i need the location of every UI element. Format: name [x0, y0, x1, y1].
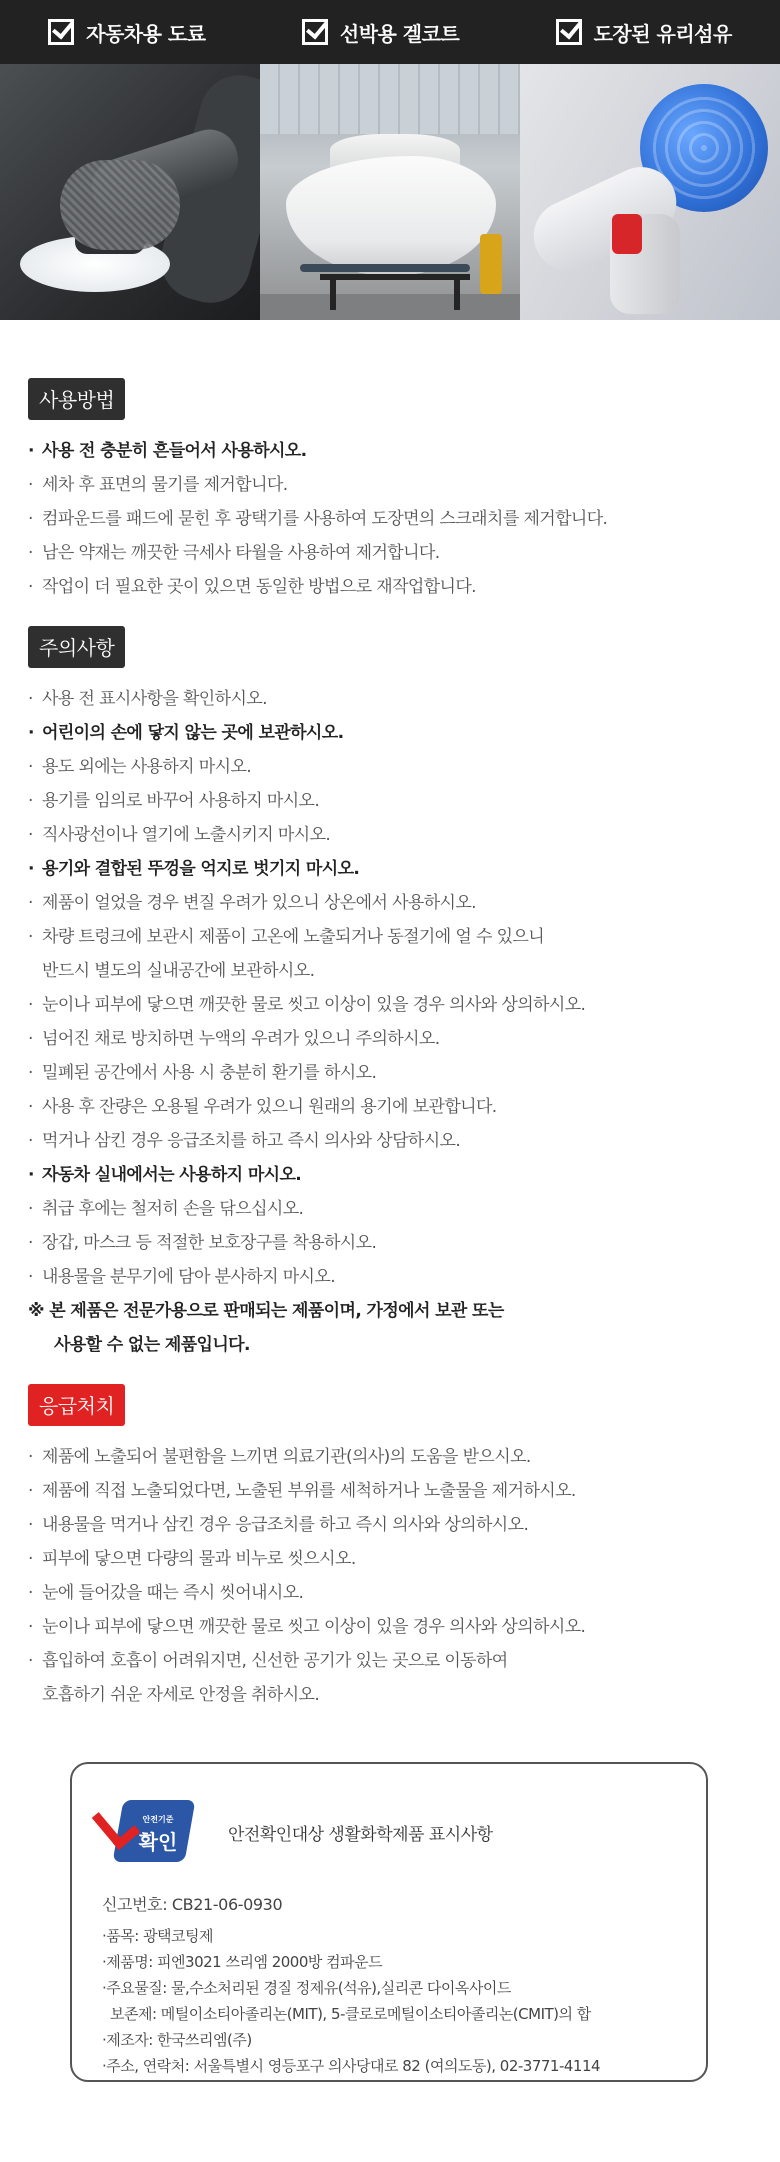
bullet-dot: ·: [28, 689, 33, 709]
bullet-dot: ·: [28, 927, 33, 947]
first-aid-item: [28, 1440, 746, 1474]
bullet-dot: ·: [28, 1165, 34, 1185]
list-item-text: 어린이의 손에 닿지 않는 곳에 보관하시오.: [42, 723, 344, 743]
bullet-dot: ·: [28, 441, 34, 461]
section-title-caution: 주의사항: [28, 626, 125, 668]
usage-item: [28, 536, 746, 570]
first-aid-item: [28, 1576, 746, 1610]
list-item-text: 보존제: 메틸이소티아졸리논(MIT), 5-클로로메틸이소티아졸리논(CMIT)의 합: [110, 2005, 591, 2023]
list-item-text: ·품목: 광택코팅제: [102, 1927, 214, 1945]
list-item-text: 눈이나 피부에 닿으면 깨끗한 물로 씻고 이상이 있을 경우 의사와 상의하시오.: [42, 1617, 586, 1637]
list-item-text: 호흡하기 쉬운 자세로 안정을 취하시오.: [42, 1685, 320, 1705]
feature-label: 자동차용 도료: [86, 21, 206, 46]
caution-item: [28, 1124, 746, 1158]
bullet-dot: ·: [28, 1267, 33, 1287]
list-item-text: 제품이 얼었을 경우 변질 우려가 있으니 상온에서 사용하시오.: [42, 893, 476, 913]
feature-marine-gelcoat: [302, 18, 459, 47]
list-item-text: 사용 전 표시사항을 확인하시오.: [42, 689, 267, 709]
list-item-text: 남은 약재는 깨끗한 극세사 타월을 사용하여 제거합니다.: [42, 543, 440, 563]
caution-item: [28, 886, 746, 920]
list-item-text: 피부에 닿으면 다량의 물과 비누로 씻으시오.: [42, 1549, 356, 1569]
list-item-text: ·주소, 연락처: 서울특별시 영등포구 의사당대로 82 (여의도동), 02-3771-4114: [102, 2057, 601, 2075]
caution-item: [28, 1192, 746, 1226]
usage-item: [28, 502, 746, 536]
caution-item: [28, 784, 746, 818]
checkbox-icon: [302, 19, 328, 45]
list-item-text: 취급 후에는 철저히 손을 닦으십시오.: [42, 1199, 304, 1219]
bullet-dot: ·: [28, 1097, 33, 1117]
caution-item: [28, 852, 746, 886]
list-item-text: 내용물을 먹거나 삼킨 경우 응급조치를 하고 즉시 의사와 상의하시오.: [42, 1515, 529, 1535]
bullet-dot: ·: [28, 1199, 33, 1219]
bullet-dot: ·: [28, 543, 33, 563]
bullet-dot: ·: [28, 723, 34, 743]
bullet-dot: ·: [28, 1029, 33, 1049]
safety-label-card: [70, 1762, 708, 2082]
caution-item: [28, 1260, 746, 1294]
feature-label: 도장된 유리섬유: [593, 21, 732, 46]
list-item-text: 용기와 결합된 뚜껑을 억지로 벗기지 마시오.: [42, 859, 360, 879]
bullet-dot: ·: [28, 1515, 33, 1535]
usage-item: [28, 434, 746, 468]
bullet-dot: ·: [28, 1063, 33, 1083]
section-title-usage: 사용방법: [28, 378, 125, 420]
list-item-text: 용기를 임의로 바꾸어 사용하지 마시오.: [42, 791, 320, 811]
boat-hull-photo: [260, 64, 520, 320]
bullet-dot: ·: [28, 475, 33, 495]
first-aid-item: [28, 1474, 746, 1508]
report-number: 신고번호: CB21-06-0930: [102, 1895, 283, 1914]
caution-item: [28, 750, 746, 784]
fiberglass-polishing-photo: [520, 64, 780, 320]
list-item-text: ·제품명: 피엔3021 쓰리엠 2000방 컴파운드: [102, 1953, 383, 1971]
caution-item: [28, 954, 746, 988]
bullet-dot: ·: [28, 791, 33, 811]
bullet-dot: ·: [28, 1549, 33, 1569]
badge-small-text: 안전기준: [142, 1815, 174, 1824]
bullet-dot: ·: [28, 893, 33, 913]
bullet-dot: ·: [28, 1233, 33, 1253]
first-aid-item: [28, 1542, 746, 1576]
bullet-dot: ·: [28, 509, 33, 529]
caution-item: [28, 988, 746, 1022]
bullet-dot: ·: [28, 1481, 33, 1501]
list-item-text: 흡입하여 호흡이 어려워지면, 신선한 공기가 있는 곳으로 이동하여: [42, 1651, 508, 1671]
caution-item: [28, 920, 746, 954]
usage-item: [28, 468, 746, 502]
checkbox-icon: [48, 19, 74, 45]
first-aid-item: [28, 1678, 746, 1712]
first-aid-item: [28, 1508, 746, 1542]
card-info-item: [102, 1975, 676, 2001]
first-aid-item: [28, 1610, 746, 1644]
caution-item: [28, 1158, 746, 1192]
section-title-first-aid: 응급처치: [28, 1384, 125, 1426]
content: [0, 320, 780, 2082]
bullet-dot: ·: [28, 1651, 33, 1671]
list-item-text: 세차 후 표면의 물기를 제거합니다.: [42, 475, 288, 495]
professional-use-notice-cont: 사용할 수 없는 제품입니다.: [54, 1335, 250, 1355]
feature-label: 선박용 겔코트: [339, 21, 460, 46]
polishing-machine-photo: [0, 64, 260, 320]
caution-item: [28, 1056, 746, 1090]
bullet-dot: ·: [28, 577, 33, 597]
list-item-text: 컴파운드를 패드에 묻힌 후 광택기를 사용하여 도장면의 스크래치를 제거합니다.: [42, 509, 608, 529]
list-item-text: ·제조자: 한국쓰리엠(주): [102, 2031, 252, 2049]
list-item-text: 눈이나 피부에 닿으면 깨끗한 물로 씻고 이상이 있을 경우 의사와 상의하시오.: [42, 995, 586, 1015]
first-aid-item: [28, 1644, 746, 1678]
list-item-text: 제품에 노출되어 불편함을 느끼면 의료기관(의사)의 도움을 받으시오.: [42, 1447, 531, 1467]
card-info-item: [102, 1923, 676, 1949]
first-aid-section: [28, 1384, 746, 1712]
usage-list: [28, 434, 746, 604]
card-info-item: [102, 1949, 676, 1975]
caution-item: [28, 1090, 746, 1124]
caution-item: [28, 716, 746, 750]
caution-item: [28, 1226, 746, 1260]
list-item-text: 차량 트렁크에 보관시 제품이 고온에 노출되거나 동절기에 얼 수 있으니: [42, 927, 545, 947]
feature-bar: [0, 0, 780, 64]
list-item-text: 직사광선이나 열기에 노출시키지 마시오.: [42, 825, 331, 845]
bullet-dot: ·: [28, 825, 33, 845]
bullet-dot: ·: [28, 1617, 33, 1637]
list-item-text: 밀폐된 공간에서 사용 시 충분히 환기를 하시오.: [42, 1063, 377, 1083]
checkbox-icon: [556, 19, 582, 45]
list-item-text: 장갑, 마스크 등 적절한 보호장구를 착용하시오.: [42, 1233, 377, 1253]
card-header: [102, 1790, 676, 1874]
list-item-text: 제품에 직접 노출되었다면, 노출된 부위를 세척하거나 노출물을 제거하시오.: [42, 1481, 576, 1501]
list-item-text: ·주요물질: 물,수소처리된 경질 정제유(석유),실리콘 다이옥사이드: [102, 1979, 511, 1997]
card-info-list: [102, 1923, 676, 2079]
card-title: 안전확인대상 생활화학제품 표시사항: [228, 1824, 493, 1845]
professional-use-notice: ※ 본 제품은 전문가용으로 판매되는 제품이며, 가정에서 보관 또는: [28, 1301, 504, 1321]
bullet-dot: ·: [28, 995, 33, 1015]
list-item-text: 먹거나 삼킨 경우 응급조치를 하고 즉시 의사와 상담하시오.: [42, 1131, 461, 1151]
list-item-text: 사용 후 잔량은 오용될 우려가 있으니 원래의 용기에 보관합니다.: [42, 1097, 497, 1117]
first-aid-list: [28, 1440, 746, 1712]
feature-automotive-paint: [48, 18, 205, 47]
usage-item: [28, 570, 746, 604]
bullet-dot: ·: [28, 859, 34, 879]
feature-painted-fiberglass: [556, 18, 732, 47]
caution-item: [28, 682, 746, 716]
list-item-text: 눈에 들어갔을 때는 즉시 씻어내시오.: [42, 1583, 304, 1603]
caution-list: [28, 682, 746, 1294]
bullet-dot: ·: [28, 1131, 33, 1151]
badge-main-text: 확인: [138, 1830, 178, 1854]
caution-section: [28, 626, 746, 1362]
list-item-text: 내용물을 분무기에 담아 분사하지 마시오.: [42, 1267, 335, 1287]
caution-item: [28, 1022, 746, 1056]
safety-check-badge-icon: [102, 1796, 198, 1868]
bullet-dot: ·: [28, 1583, 33, 1603]
list-item-text: 작업이 더 필요한 곳이 있으면 동일한 방법으로 재작업합니다.: [42, 577, 476, 597]
list-item-text: 사용 전 충분히 흔들어서 사용하시오.: [42, 441, 307, 461]
card-info-item: [102, 2001, 676, 2027]
list-item-text: 반드시 별도의 실내공간에 보관하시오.: [42, 961, 315, 981]
list-item-text: 넘어진 채로 방치하면 누액의 우려가 있으니 주의하시오.: [42, 1029, 440, 1049]
photo-strip: [0, 64, 780, 320]
card-info-item: [102, 2027, 676, 2053]
caution-item: [28, 818, 746, 852]
card-info-item: [102, 2053, 676, 2079]
list-item-text: 용도 외에는 사용하지 마시오.: [42, 757, 252, 777]
list-item-text: 자동차 실내에서는 사용하지 마시오.: [42, 1165, 302, 1185]
bullet-dot: ·: [28, 1447, 33, 1467]
usage-section: [28, 378, 746, 604]
bullet-dot: ·: [28, 757, 33, 777]
